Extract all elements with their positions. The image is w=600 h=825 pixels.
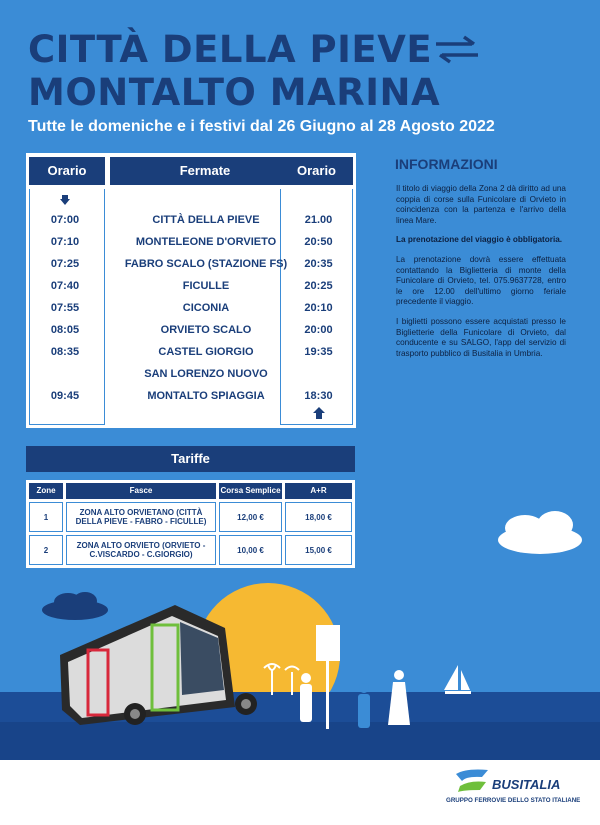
stop-name: CITTÀ DELLA PIEVE: [152, 214, 260, 226]
stop-name: SAN LORENZO NUOVO: [144, 368, 268, 380]
beach-bus-illustration: [0, 500, 600, 760]
title-line-1: CITTÀ DELLA PIEVE: [28, 28, 433, 71]
tariffs-heading: Tariffe: [26, 446, 355, 472]
stop-name: MONTALTO SPIAGGIA: [147, 390, 265, 402]
cloud-icon: [498, 511, 582, 554]
header-stops: Fermate: [110, 157, 300, 185]
tariff-return: 18,00 €: [285, 502, 352, 532]
tariff-zone: 2: [29, 535, 63, 565]
arrow-up-icon: [313, 407, 325, 419]
info-heading: INFORMAZIONI: [395, 156, 498, 172]
stop-name: FICULLE: [182, 280, 230, 292]
return-time: 20:10: [304, 302, 333, 314]
return-time: 19:35: [304, 346, 333, 358]
departure-time: 08:35: [50, 346, 80, 358]
departure-time: 07:40: [50, 280, 80, 292]
info-paragraph-1: Il titolo di viaggio della Zona 2 dà diritto ad una coppia di corse sulla Funicolare di Orvieto in coincidenza con la partenza e l'arrivo della linea Mare.: [396, 184, 566, 225]
col-band: Fasce: [66, 483, 216, 499]
tariff-band: ZONA ALTO ORVIETO (ORVIETO - C.VISCARDO - C.GIORGIO): [66, 535, 216, 565]
return-time: 20:00: [304, 324, 333, 336]
tariff-zone: 1: [29, 502, 63, 532]
header-return-time: Orario: [280, 157, 353, 185]
header-departure-time: Orario: [29, 157, 105, 185]
tariff-return: 15,00 €: [285, 535, 352, 565]
swap-arrows-icon: [432, 34, 482, 64]
busitalia-brand: BUSITALIA: [492, 777, 561, 792]
stop-name: FABRO SCALO (STAZIONE FS): [124, 258, 288, 270]
sailboat-icon: [444, 665, 471, 694]
departure-time: 09:45: [50, 390, 80, 402]
group-tagline: GRUPPO FERROVIE DELLO STATO ITALIANE: [446, 797, 581, 804]
col-single: Corsa Semplice: [219, 483, 282, 499]
schedule-table: [26, 153, 356, 428]
departure-time: 08:05: [50, 324, 80, 336]
fs-logo-icon: [452, 768, 492, 794]
col-zone: Zone: [29, 483, 63, 499]
stop-name: MONTELEONE D'ORVIETO: [135, 236, 277, 248]
info-paragraph-2: La prenotazione del viaggio è obbligatoria.: [396, 235, 563, 245]
arrow-down-icon: [60, 195, 70, 205]
subtitle: Tutte le domeniche e i festivi dal 26 Giugno al 28 Agosto 2022: [28, 118, 495, 135]
departure-time: 07:00: [50, 214, 80, 226]
return-time: 20:50: [304, 236, 333, 248]
tariff-single: 12,00 €: [219, 502, 282, 532]
return-time: 20:25: [304, 280, 333, 292]
tariff-single: 10,00 €: [219, 535, 282, 565]
info-paragraph-4: I biglietti possono essere acquistati presso le Biglietterie della Funicolare di Orvieto, dal conducente e su SALGO, l'app del servizio di trasporto pubblico di Busitalia in Umbria.: [396, 316, 566, 358]
cloud-icon: [42, 592, 108, 620]
tariff-band: ZONA ALTO ORVIETANO (CITTÀ DELLA PIEVE - FABRO - FICULLE): [66, 502, 216, 532]
departure-time: 07:10: [50, 236, 80, 248]
info-paragraph-3: La prenotazione dovrà essere effettuata contattando la Biglietteria di monte della Funicolare di Orvieto, tel. 075.9637728, entro le ore 12.00 dell'ultimo giorno feriale precedente il viaggio.: [396, 254, 566, 307]
return-time: 18:30: [304, 390, 333, 402]
return-time: 21.00: [304, 214, 333, 226]
departure-time: 07:25: [50, 258, 80, 270]
stop-name: CASTEL GIORGIO: [158, 346, 254, 358]
stop-name: ORVIETO SCALO: [160, 324, 252, 336]
stop-name: CICONIA: [182, 302, 230, 314]
footer: [0, 760, 600, 825]
col-return: A+R: [285, 483, 352, 499]
departure-time: 07:55: [50, 302, 80, 314]
info-text: [396, 184, 566, 368]
title-line-2: MONTALTO MARINA: [28, 71, 441, 114]
return-time: 20:35: [304, 258, 333, 270]
